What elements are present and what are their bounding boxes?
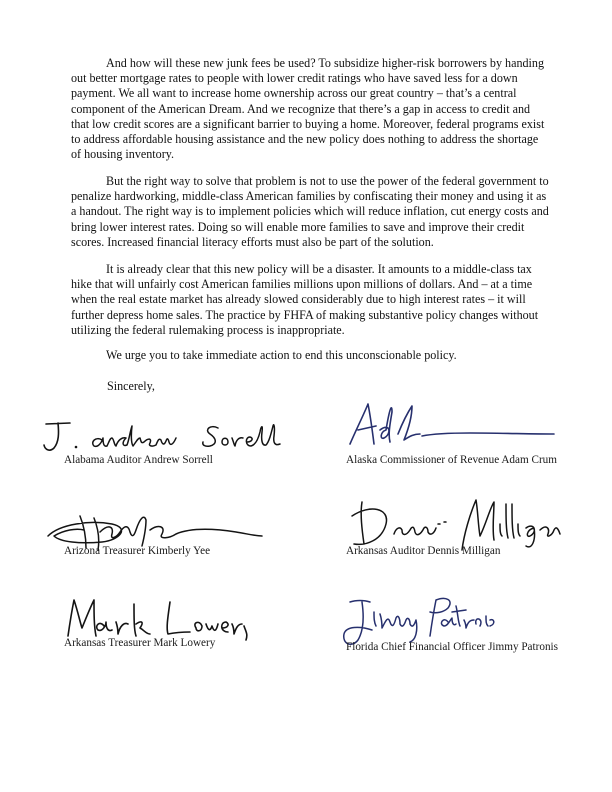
closing-sincerely: Sincerely, [107, 379, 155, 393]
signatory-label-dennis-milligan: Arkansas Auditor Dennis Milligan [346, 545, 501, 557]
paragraph-disaster: It is already clear that this new policy will be a disaster. It amounts to a middle-class tax hike that will unfairly cost American families millions upon millions of dollars. And – at a time when the real estate market has already slowed considerably due to high interest rates – it will further depress home sales. The practice by FHFA of making substantive policy changes without utilizing the federal rulemaking process is inappropriate. [71, 262, 539, 337]
signatory-label-adam-crum: Alaska Commissioner of Revenue Adam Crum [346, 454, 557, 466]
paragraph-right-way: But the right way to solve that problem is not to use the power of the federal government to penalize hardworking, middle-class American families by confiscating their money and using it as a handout. The right way is to implement policies which will reduce inflation, cut energy costs and bring lower interest rates. Doing so will enable more families to save and improve their credit scores. Increased financial literacy efforts must also be part of the solution. [71, 174, 549, 249]
signature-mark-lowery [60, 594, 250, 642]
signature-andrew-sorrell-image [40, 418, 300, 458]
signature-adam-crum [340, 400, 560, 456]
paragraph-junk-fees: And how will these new junk fees be used? To subsidize higher-risk borrowers by handing out better mortgage rates to people with lower credit ratings who have saved less for a down payment. We all want to increase home ownership across our great country – that’s a central component of the American Dream. And we recognize that there’s a gap in access to credit and that low credit scores are a significant barrier to buying a home. Moreover, federal programs exist to address affordable housing assistance and the new policy does nothing to address the shortage of housing inventory. [71, 56, 545, 162]
signature-mark-lowery-image [60, 594, 250, 642]
signatory-label-jimmy-patronis: Florida Chief Financial Officer Jimmy Patronis [346, 641, 559, 653]
signature-adam-crum-image [340, 400, 560, 456]
signature-andrew-sorrell [40, 418, 300, 458]
paragraph-urge-action: We urge you to take immediate action to end this unconscionable policy. [106, 348, 457, 362]
signatory-label-mark-lowery: Arkansas Treasurer Mark Lowery [64, 637, 216, 649]
signatory-label-kimberly-yee: Arizona Treasurer Kimberly Yee [64, 545, 211, 557]
signatory-label-andrew-sorrell: Alabama Auditor Andrew Sorrell [64, 454, 213, 466]
